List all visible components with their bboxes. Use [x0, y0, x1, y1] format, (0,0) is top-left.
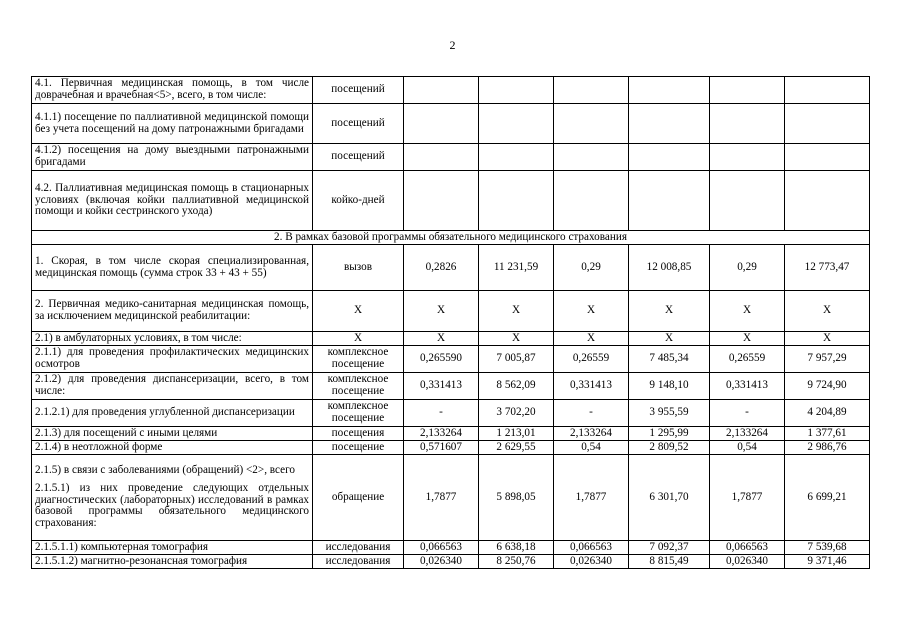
program-table	[31, 76, 870, 569]
value-cell: 0,2826	[404, 245, 479, 291]
value-cell: -	[710, 400, 785, 427]
value-cell: 0,331413	[404, 373, 479, 400]
table-row	[32, 77, 870, 104]
value-cell	[404, 77, 479, 104]
value-cell: 0,54	[710, 441, 785, 455]
value-cell: 7 092,37	[629, 541, 710, 555]
value-cell: 0,26559	[554, 346, 629, 373]
value-cell	[479, 144, 554, 171]
row-description-sub: 2.1.5.1) из них проведение следующих отдельных диагностических (лабораторных) исследований в рамках базовой программы обязательного медицинского страхования:	[35, 481, 309, 530]
table-row	[32, 555, 870, 569]
value-cell	[785, 171, 870, 231]
value-cell: 0,066563	[404, 541, 479, 555]
value-cell: 6 638,18	[479, 541, 554, 555]
value-cell: 9 148,10	[629, 373, 710, 400]
unit-cell: вызов	[313, 245, 404, 291]
value-cell: 2,133264	[554, 427, 629, 441]
unit-cell: Х	[313, 291, 404, 332]
row-description: 2. Первичная медико-санитарная медицинская помощь, за исключением медицинской реабилитации:	[32, 291, 313, 332]
table-row	[32, 332, 870, 346]
value-cell: Х	[404, 291, 479, 332]
row-description: 2.1.2) для проведения диспансеризации, всего, в том числе:	[32, 373, 313, 400]
value-cell: 4 204,89	[785, 400, 870, 427]
value-cell: -	[554, 400, 629, 427]
unit-cell: посещение	[313, 441, 404, 455]
unit-cell: посещений	[313, 77, 404, 104]
value-cell: 12 773,47	[785, 245, 870, 291]
value-cell	[785, 77, 870, 104]
value-cell	[629, 77, 710, 104]
value-cell: 2 809,52	[629, 441, 710, 455]
page-number: 2	[449, 38, 456, 52]
value-cell: 9 371,46	[785, 555, 870, 569]
row-description: 1. Скорая, в том числе скорая специализированная, медицинская помощь (сумма строк 33 + 43 + 55)	[32, 245, 313, 291]
value-cell: Х	[785, 291, 870, 332]
value-cell: Х	[554, 291, 629, 332]
value-cell: 7 005,87	[479, 346, 554, 373]
value-cell: 0,026340	[710, 555, 785, 569]
unit-cell: комплексное посещение	[313, 373, 404, 400]
value-cell: 3 955,59	[629, 400, 710, 427]
value-cell: Х	[479, 291, 554, 332]
row-description: 2.1.1) для проведения профилактических медицинских осмотров	[32, 346, 313, 373]
unit-cell: исследования	[313, 541, 404, 555]
row-description: 2.1) в амбулаторных условиях, в том числе:	[32, 332, 313, 346]
table-row	[32, 455, 870, 541]
value-cell: Х	[710, 332, 785, 346]
value-cell	[554, 144, 629, 171]
table-row	[32, 104, 870, 144]
value-cell: 8 815,49	[629, 555, 710, 569]
value-cell: 0,026340	[404, 555, 479, 569]
row-description-main: 2.1.5) в связи с заболеваниями (обращений) <2>, всего	[35, 464, 295, 476]
table-row	[32, 291, 870, 332]
row-description: 4.1.2) посещения на дому выездными патронажными бригадами	[32, 144, 313, 171]
value-cell: 1,7877	[554, 455, 629, 541]
table-row	[32, 441, 870, 455]
value-cell	[479, 171, 554, 231]
value-cell: 12 008,85	[629, 245, 710, 291]
row-description: 2.1.4) в неотложной форме	[32, 441, 313, 455]
value-cell	[479, 104, 554, 144]
value-cell	[629, 144, 710, 171]
value-cell: Х	[404, 332, 479, 346]
value-cell	[710, 171, 785, 231]
unit-cell: Х	[313, 332, 404, 346]
value-cell: 2 629,55	[479, 441, 554, 455]
value-cell: 6 301,70	[629, 455, 710, 541]
row-description: 2.1.2.1) для проведения углубленной диспансеризации	[32, 400, 313, 427]
table-row	[32, 427, 870, 441]
value-cell: 0,26559	[710, 346, 785, 373]
value-cell	[785, 104, 870, 144]
value-cell: 0,29	[710, 245, 785, 291]
value-cell: 1 377,61	[785, 427, 870, 441]
value-cell: 9 724,90	[785, 373, 870, 400]
unit-cell: посещений	[313, 104, 404, 144]
value-cell: 8 250,76	[479, 555, 554, 569]
value-cell	[479, 77, 554, 104]
table-row	[32, 245, 870, 291]
value-cell: 1,7877	[710, 455, 785, 541]
value-cell: Х	[629, 332, 710, 346]
row-description: 4.1. Первичная медицинская помощь, в том числе доврачебная и врачебная<5>, всего, в том числе:	[32, 77, 313, 104]
value-cell	[554, 77, 629, 104]
value-cell	[710, 104, 785, 144]
value-cell: 7 485,34	[629, 346, 710, 373]
row-description: 4.2. Паллиативная медицинская помощь в стационарных условиях (включая койки паллиативной медицинской помощи и койки сестринского ухода)	[32, 171, 313, 231]
value-cell: 1 295,99	[629, 427, 710, 441]
unit-cell: обращение	[313, 455, 404, 541]
row-description: 4.1.1) посещение по паллиативной медицинской помощи без учета посещений на дому патронажными бригадами	[32, 104, 313, 144]
unit-cell: исследования	[313, 555, 404, 569]
table-row	[32, 541, 870, 555]
value-cell: 0,265590	[404, 346, 479, 373]
value-cell: 5 898,05	[479, 455, 554, 541]
section-title: 2. В рамках базовой программы обязательного медицинского страхования	[32, 231, 870, 245]
unit-cell: койко-дней	[313, 171, 404, 231]
value-cell: 11 231,59	[479, 245, 554, 291]
table-row	[32, 171, 870, 231]
row-description: 2.1.3) для посещений с иными целями	[32, 427, 313, 441]
value-cell	[404, 104, 479, 144]
table-row	[32, 346, 870, 373]
value-cell: Х	[554, 332, 629, 346]
unit-cell: посещения	[313, 427, 404, 441]
value-cell: Х	[710, 291, 785, 332]
value-cell: 8 562,09	[479, 373, 554, 400]
value-cell: 0,066563	[554, 541, 629, 555]
unit-cell: комплексное посещение	[313, 346, 404, 373]
table-body	[32, 77, 870, 569]
value-cell: 2 986,76	[785, 441, 870, 455]
unit-cell: посещений	[313, 144, 404, 171]
value-cell: 2,133264	[404, 427, 479, 441]
section-header-row	[32, 231, 870, 245]
value-cell: Х	[479, 332, 554, 346]
value-cell: Х	[629, 291, 710, 332]
value-cell: 7 957,29	[785, 346, 870, 373]
table-row	[32, 373, 870, 400]
value-cell: 3 702,20	[479, 400, 554, 427]
value-cell: Х	[785, 332, 870, 346]
table-row	[32, 144, 870, 171]
table-row	[32, 400, 870, 427]
value-cell	[554, 171, 629, 231]
value-cell: 0,331413	[554, 373, 629, 400]
value-cell	[629, 104, 710, 144]
value-cell: 0,026340	[554, 555, 629, 569]
value-cell: 6 699,21	[785, 455, 870, 541]
value-cell: 0,54	[554, 441, 629, 455]
row-description: 2.1.5.1.1) компьютерная томография	[32, 541, 313, 555]
value-cell: 1 213,01	[479, 427, 554, 441]
value-cell: 7 539,68	[785, 541, 870, 555]
unit-cell: комплексное посещение	[313, 400, 404, 427]
row-description	[32, 455, 313, 541]
value-cell	[710, 77, 785, 104]
value-cell	[785, 144, 870, 171]
value-cell: 0,331413	[710, 373, 785, 400]
value-cell: -	[404, 400, 479, 427]
value-cell	[710, 144, 785, 171]
value-cell: 0,571607	[404, 441, 479, 455]
value-cell: 2,133264	[710, 427, 785, 441]
value-cell	[629, 171, 710, 231]
value-cell: 0,066563	[710, 541, 785, 555]
row-description: 2.1.5.1.2) магнитно-резонансная томография	[32, 555, 313, 569]
value-cell: 1,7877	[404, 455, 479, 541]
value-cell	[404, 144, 479, 171]
value-cell	[404, 171, 479, 231]
value-cell	[554, 104, 629, 144]
value-cell: 0,29	[554, 245, 629, 291]
